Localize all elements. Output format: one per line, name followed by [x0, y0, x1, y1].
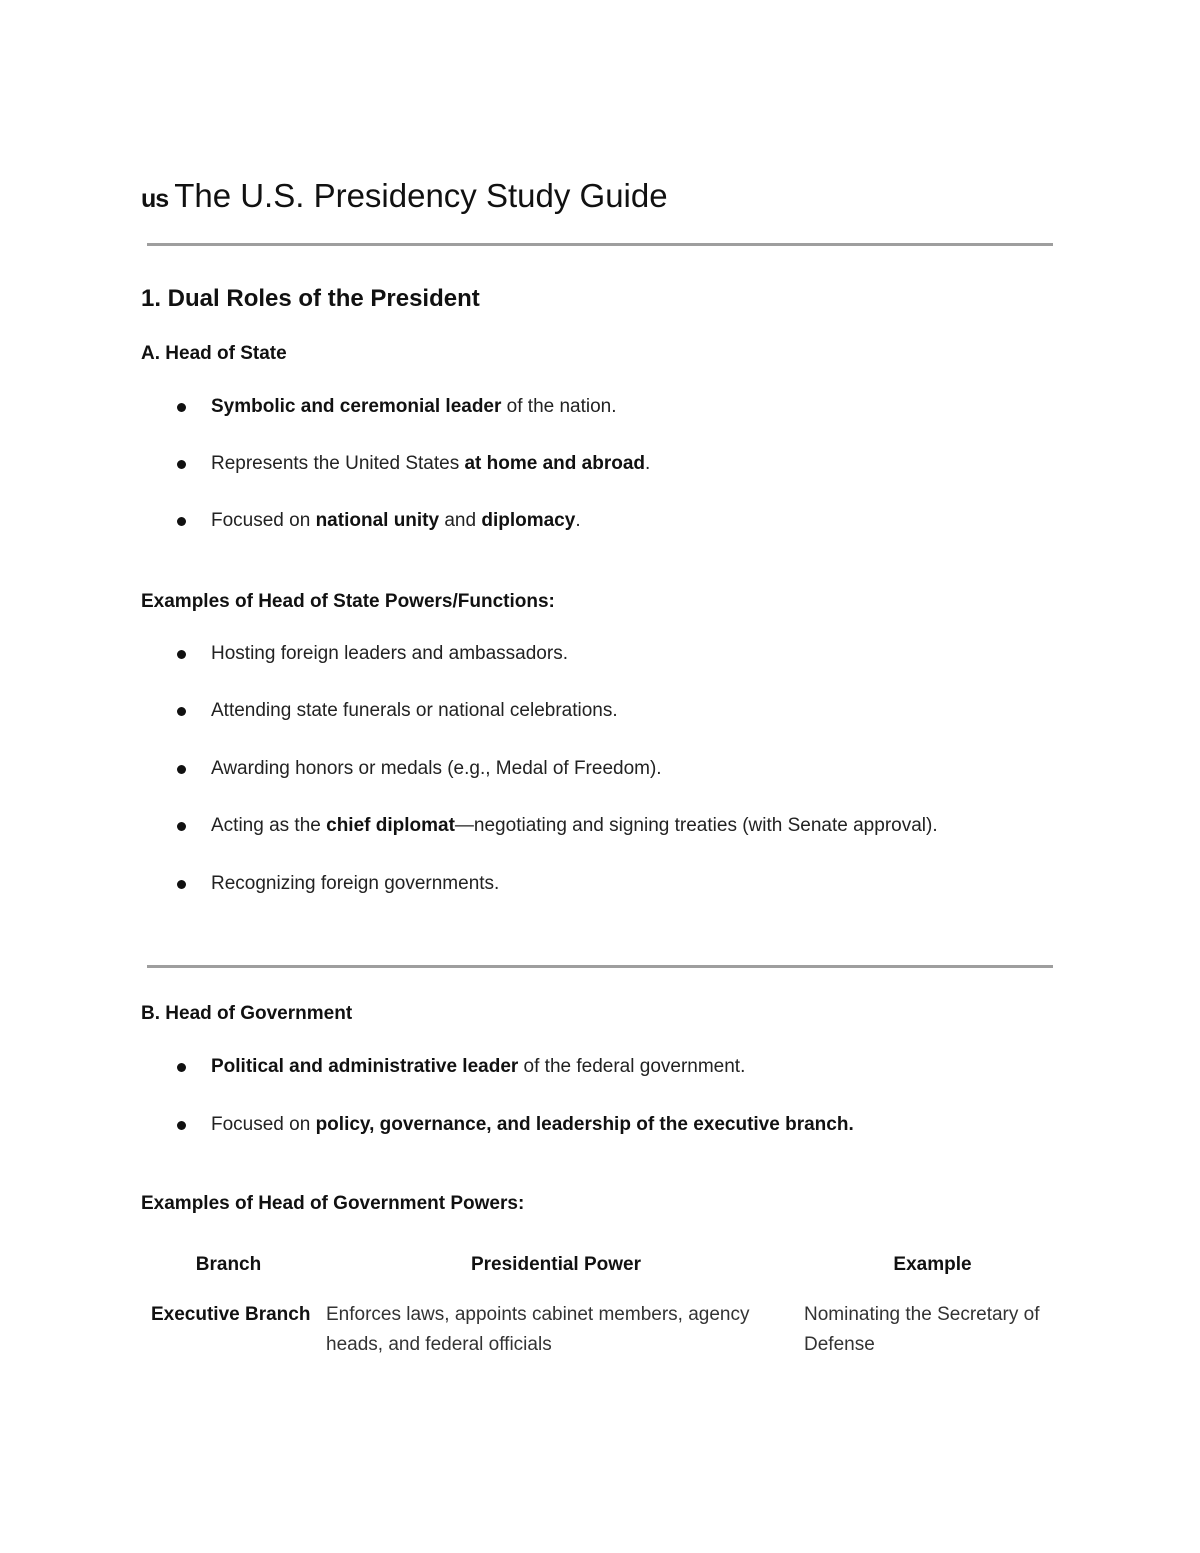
cell-branch: Executive Branch [151, 1304, 311, 1325]
list-item [0, 508, 1100, 534]
horizontal-divider [147, 965, 1053, 968]
column-header-power: Presidential Power [470, 1254, 641, 1275]
bullet-icon [177, 880, 186, 889]
bold-phrase: at home and abroad [464, 453, 646, 474]
bullet-icon [177, 650, 186, 659]
column-header-example: Example [893, 1254, 972, 1275]
item-text: . [645, 453, 651, 474]
list-item [0, 871, 1100, 897]
section-heading: 1. Dual Roles of the President [141, 285, 480, 312]
document-title [141, 174, 668, 221]
bullet-icon [177, 460, 186, 469]
item-text: and [439, 510, 482, 531]
head-of-government-examples-heading: Examples of Head of Government Powers: [141, 1193, 525, 1214]
cell-power: Enforces laws, appoints cabinet members, agency heads, and federal officials [326, 1304, 750, 1355]
bullet-icon [177, 1121, 186, 1130]
list-item [0, 1054, 1100, 1080]
bullet-icon [177, 707, 186, 716]
bullet-icon [177, 517, 186, 526]
head-of-government-heading: B. Head of Government [141, 1003, 353, 1024]
bold-phrase: Political and administrative leader [211, 1056, 519, 1077]
list-item [0, 698, 1100, 724]
list-item [0, 756, 1100, 782]
item-text: of the nation. [501, 396, 617, 417]
list-item [0, 451, 1100, 477]
item-text: Focused on [211, 510, 316, 531]
bullet-icon [177, 822, 186, 831]
document-title-text: The U.S. Presidency Study Guide [174, 177, 668, 214]
bold-phrase: policy, governance, and leadership of the executive branch. [315, 1114, 854, 1135]
item-text: —negotiating and signing treaties (with Senate approval). [454, 815, 938, 836]
item-text: Recognizing foreign governments. [211, 873, 500, 894]
item-text: of the federal government. [518, 1056, 746, 1077]
bullet-icon [177, 403, 186, 412]
bullet-icon [177, 1063, 186, 1072]
item-text: Acting as the [211, 815, 327, 836]
item-text: Awarding honors or medals (e.g., Medal of Freedom). [211, 758, 662, 779]
list-item [0, 1112, 1100, 1138]
item-text: . [575, 510, 581, 531]
horizontal-divider [147, 243, 1053, 246]
bullet-icon [177, 765, 186, 774]
list-item [0, 641, 1100, 667]
bold-phrase: national unity [315, 510, 440, 531]
item-text: Hosting foreign leaders and ambassadors. [211, 643, 568, 664]
bold-phrase: Symbolic and ceremonial leader [211, 396, 502, 417]
bold-phrase: diplomacy [481, 510, 576, 531]
column-header-branch: Branch [195, 1254, 262, 1275]
list-item [0, 813, 1100, 839]
cell-example: Nominating the Secretary of Defense [804, 1304, 1040, 1355]
list-item [0, 394, 1100, 420]
head-of-state-heading: A. Head of State [141, 343, 287, 364]
head-of-state-examples-heading: Examples of Head of State Powers/Functions: [141, 591, 555, 612]
us-flag-icon: us [141, 185, 169, 213]
item-text: Focused on [211, 1114, 316, 1135]
item-text: Attending state funerals or national celebrations. [211, 700, 618, 721]
bold-phrase: chief diplomat [326, 815, 455, 836]
item-text: Represents the United States [211, 453, 465, 474]
